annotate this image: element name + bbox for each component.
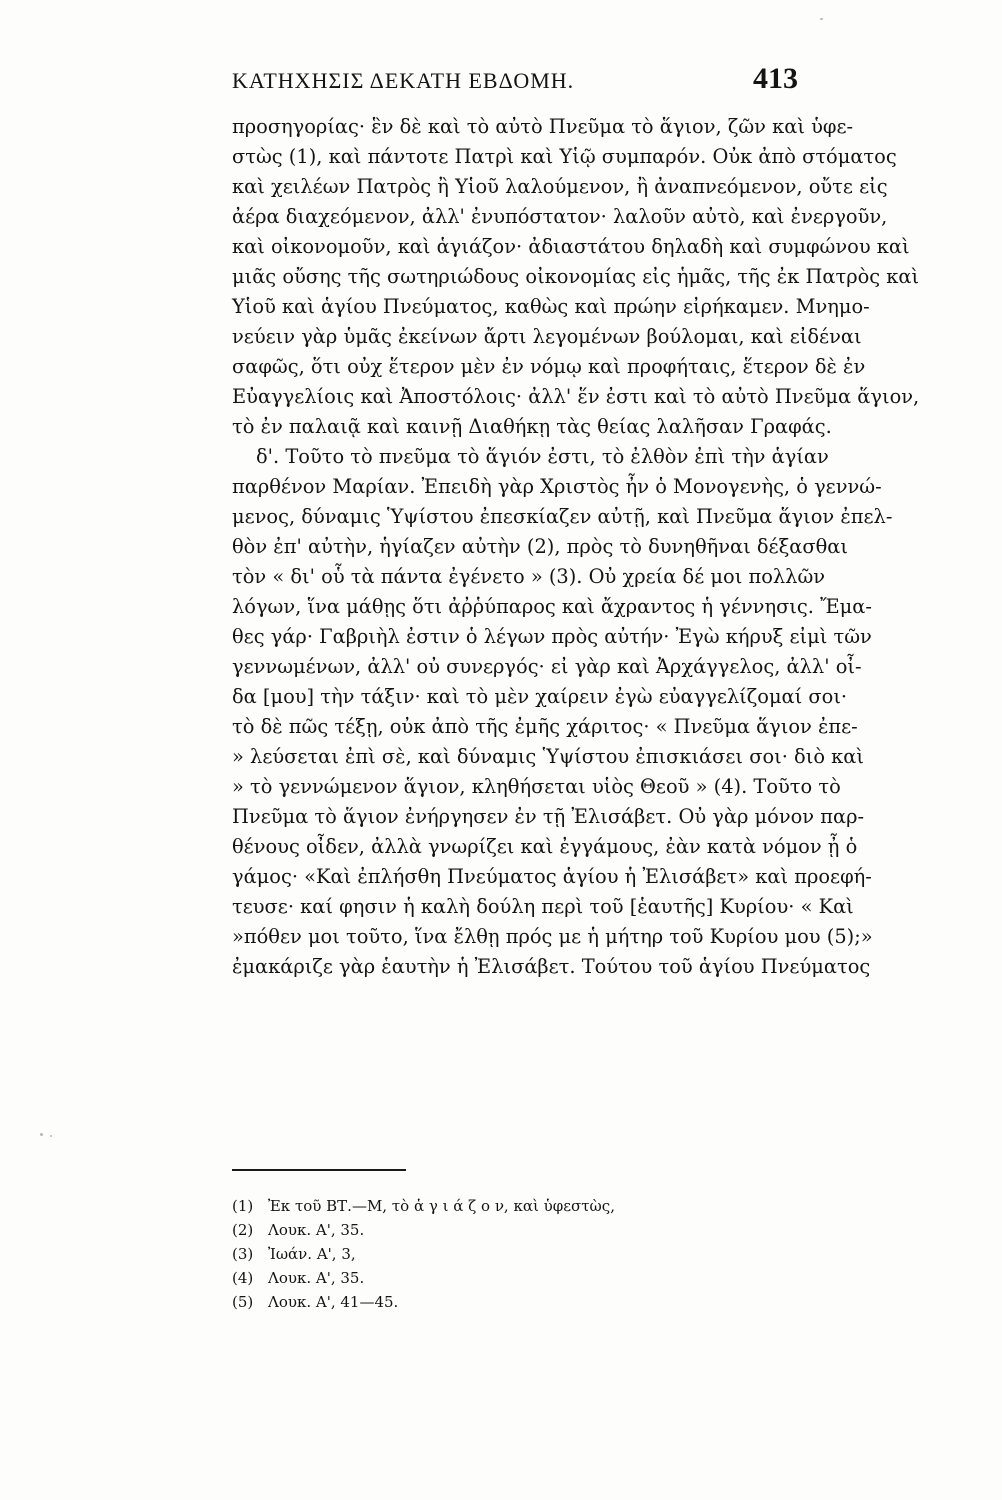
footnote-mark: (1) xyxy=(232,1197,254,1215)
text-line: σαφῶς, ὅτι οὐχ ἕτερον μὲν ἐν νόμῳ καὶ προφήταις, ἕτερον δὲ ἐν xyxy=(232,355,866,378)
footnote-mark: (5) xyxy=(232,1293,254,1311)
footnote xyxy=(232,1194,798,1218)
text-line: Πνεῦμα τὸ ἅγιον ἐνήργησεν ἐν τῇ Ἐλισάβετ. Οὐ γὰρ μόνον παρ- xyxy=(232,805,865,828)
footnote xyxy=(232,1242,798,1266)
text-line: » τὸ γεννώμενον ἅγιον, κληθήσεται υἱὸς Θεοῦ » (4). Τοῦτο τὸ xyxy=(232,775,841,798)
text-line: δ'. Τοῦτο τὸ πνεῦμα τὸ ἅγιόν ἐστι, τὸ ἐλθὸν ἐπὶ τὴν ἁγίαν xyxy=(256,445,829,468)
text-line: στὼς (1), καὶ πάντοτε Πατρὶ καὶ Υἱῷ συμπαρόν. Οὐκ ἀπὸ στόματος xyxy=(232,145,897,168)
footnote-mark: (2) xyxy=(232,1221,254,1239)
text-line: » λεύσεται ἐπὶ σὲ, καὶ δύναμις Ὑψίστου ἐπισκιάσει σοι· διὸ καὶ xyxy=(232,745,864,768)
text-line: θένους οἶδεν, ἀλλὰ γνωρίζει καὶ ἐγγάμους, ἐὰν κατὰ νόμον ᾖ ὁ xyxy=(232,835,858,858)
footnote-rule xyxy=(232,1169,406,1171)
text-line: νεύειν γὰρ ὑμᾶς ἐκείνων ἄρτι λεγομένων βούλομαι, καὶ εἰδέναι xyxy=(232,325,862,348)
footnotes xyxy=(232,1194,798,1314)
page-header xyxy=(232,62,798,102)
text-line: ἀέρα διαχεόμενον, ἀλλ' ἐνυπόστατον· λαλοῦν αὐτὸ, καὶ ἐνεργοῦν, xyxy=(232,205,888,228)
text-line: δα [μου] τὴν τάξιν· καὶ τὸ μὲν χαίρειν ἐγὼ εὐαγγελίζομαί σοι· xyxy=(232,685,848,708)
text-line: γεννωμένων, ἀλλ' οὐ συνεργός· εἰ γὰρ καὶ Ἀρχάγγελος, ἀλλ' οἶ- xyxy=(232,655,862,678)
running-title: ΚΑΤΗΧΗΣΙΣ ΔΕΚΑΤΗ ΕΒΔΟΜΗ. xyxy=(232,68,575,93)
footnote-text: Λουκ. Α', 35. xyxy=(268,1221,365,1239)
footnote xyxy=(232,1266,798,1290)
paper-speck xyxy=(40,1133,43,1136)
text-line: τὸ δὲ πῶς τέξῃ, οὐκ ἀπὸ τῆς ἐμῆς χάριτος· « Πνεῦμα ἅγιον ἐπε- xyxy=(232,715,858,738)
text-line: »πόθεν μοι τοῦτο, ἵνα ἔλθῃ πρός με ἡ μήτηρ τοῦ Κυρίου μου (5);» xyxy=(232,925,873,948)
body-text xyxy=(232,112,920,982)
text-line: τὸν « δι' οὗ τὰ πάντα ἐγένετο » (3). Οὐ χρεία δέ μοι πολλῶν xyxy=(232,565,826,588)
text-line: προσηγορίας· ἓν δὲ καὶ τὸ αὐτὸ Πνεῦμα τὸ ἅγιον, ζῶν καὶ ὑφε- xyxy=(232,115,854,138)
text-line: μιᾶς οὔσης τῆς σωτηριώδους οἰκονομίας εἰς ἡμᾶς, τῆς ἐκ Πατρὸς καὶ xyxy=(232,265,920,288)
text-line: λόγων, ἵνα μάθῃς ὅτι ἀῤῥύπαρος καὶ ἄχραντος ἡ γέννησις. Ἔμα- xyxy=(232,595,872,618)
text-line: παρθένον Μαρίαν. Ἐπειδὴ γὰρ Χριστὸς ἦν ὁ Μονογενὴς, ὁ γεννώ- xyxy=(232,475,882,498)
footnote-text: Λουκ. Α', 35. xyxy=(268,1269,365,1287)
text-line: θὸν ἐπ' αὐτὴν, ἡγίαζεν αὐτὴν (2), πρὸς τὸ δυνηθῆναι δέξασθαι xyxy=(232,535,848,558)
footnote-mark: (3) xyxy=(232,1245,254,1263)
footnote-text: Ἐκ τοῦ ΒΤ.—Μ, τὸ ἁ γ ι ά ζ ο ν, καὶ ὑφεστὼς, xyxy=(268,1197,615,1215)
text-line: καὶ οἰκονομοῦν, καὶ ἁγιάζον· ἀδιαστάτου δηλαδὴ καὶ συμφώνου καὶ xyxy=(232,235,910,258)
footnote-text: Λουκ. Α', 41—45. xyxy=(268,1293,399,1311)
footnote-mark: (4) xyxy=(232,1269,254,1287)
paper-speck xyxy=(50,1135,52,1137)
text-line: τὸ ἐν παλαιᾷ καὶ καινῇ Διαθήκῃ τὰς θείας λαλῆσαν Γραφάς. xyxy=(232,415,832,438)
text-line: τευσε· καί φησιν ἡ καλὴ δούλη περὶ τοῦ [ἑαυτῆς] Κυρίου· « Καὶ xyxy=(232,895,854,918)
text-line: θες γάρ· Γαβριὴλ ἐστιν ὁ λέγων πρὸς αὐτήν· Ἐγὼ κήρυξ εἰμὶ τῶν xyxy=(232,625,872,648)
text-line: ἐμακάριζε γὰρ ἑαυτὴν ἡ Ἐλισάβετ. Τούτου τοῦ ἁγίου Πνεύματος xyxy=(232,955,871,978)
footnote xyxy=(232,1290,798,1314)
text-line: καὶ χειλέων Πατρὸς ἢ Υἱοῦ λαλούμενον, ἢ ἀναπνεόμενον, οὔτε εἰς xyxy=(232,175,888,198)
text-line: Εὐαγγελίοις καὶ Ἀποστόλοις· ἀλλ' ἕν ἐστι καὶ τὸ αὐτὸ Πνεῦμα ἅγιον, xyxy=(232,385,920,408)
footnote xyxy=(232,1218,798,1242)
page-number: 413 xyxy=(753,62,798,95)
paper-speck xyxy=(820,18,823,20)
footnote-text: Ἰωάν. Α', 3, xyxy=(268,1245,356,1263)
text-line: γάμος· «Καὶ ἐπλήσθη Πνεύματος ἁγίου ἡ Ἐλισάβετ» καὶ προεφή- xyxy=(232,865,872,888)
text-line: μενος, δύναμις Ὑψίστου ἐπεσκίαζεν αὐτῇ, καὶ Πνεῦμα ἅγιον ἐπελ- xyxy=(232,505,893,528)
text-line: Υἱοῦ καὶ ἁγίου Πνεύματος, καθὼς καὶ πρώην εἰρήκαμεν. Μνημο- xyxy=(232,295,870,318)
